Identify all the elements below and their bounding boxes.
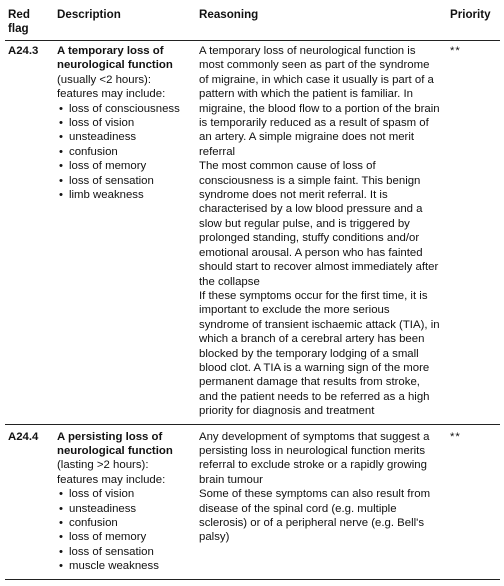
reasoning-paragraph: Some of these symptoms can also result from disease of the spinal cord (e.g. multiple sclerosis) or of a peripheral nerve (e.g. Bell's palsy) [199, 488, 431, 544]
list-item: • confusion [57, 516, 191, 530]
description-title: A persisting loss of neurological function [57, 430, 173, 457]
list-item: • loss of vision [57, 116, 191, 130]
row-flag-code: A24.4 [8, 430, 39, 443]
reasoning-paragraph: The most common cause of loss of consciousness is a simple faint. This benign syndrome does not merit referral. It is characterised by a low blood pressure and a slow but regular pulse, and is triggered by prolonged standing, stuffy conditions and/or emotional arousal. A person who has fainted should start to recover almost immediately after the collapse [199, 160, 439, 288]
row-description [53, 424, 195, 577]
description-subtitle: (usually <2 hours): features may include: [57, 73, 166, 101]
reasoning-paragraph: Any development of symptoms that suggest a persisting loss in neurological function merits referral to exclude stroke or a rapidly growing brain tumour [199, 430, 430, 486]
row-flag-code: A24.3 [5, 41, 53, 425]
header-description: Description [53, 3, 195, 41]
feature-list [57, 102, 191, 203]
description-subtitle: (lasting >2 hours): features may include: [57, 459, 166, 486]
list-item: • loss of memory [57, 530, 191, 544]
reasoning-paragraph: If these symptoms occur for the first time, it is important to exclude the more serious syndrome of transient ischaemic attack (TIA), in which a branch of a cerebral artery has been blocked by the temporary lodging of a small blood clot. A TIA is a warning sign of the more permanent damage that results from stroke, and the patient needs to be referred as a high priority for diagnosis and treatment [199, 289, 440, 418]
list-item: • loss of sensation [57, 545, 191, 559]
row-description [53, 41, 195, 425]
list-item: • muscle weakness [57, 559, 191, 573]
list-item: • loss of vision [57, 487, 191, 501]
feature-list [57, 487, 191, 573]
list-item: • confusion [57, 145, 191, 159]
table-header-row [5, 3, 500, 41]
row-reasoning [195, 41, 446, 425]
row-reasoning [195, 424, 446, 577]
header-priority: Priority [446, 3, 500, 41]
reasoning-paragraph: A temporary loss of neurological function is most commonly seen as part of the syndrome of migraine, in which case it usually is part of a pattern with which the patient is familiar. In migraine, the blood flow to a portion of the brain is temporarily reduced as a result of spasm of an artery. A simple migraine does not merit referral [199, 45, 440, 158]
list-item: • loss of sensation [57, 174, 191, 188]
table-bottom-rule [5, 579, 500, 580]
list-item: • loss of memory [57, 159, 191, 173]
table-row [5, 41, 500, 425]
header-reasoning: Reasoning [195, 3, 446, 41]
list-item: • loss of consciousness [57, 102, 191, 116]
row-priority: ** [450, 430, 461, 443]
list-item: • limb weakness [57, 188, 191, 202]
header-red-flag: Red flag [5, 3, 53, 41]
red-flag-table [5, 3, 500, 577]
list-item: • unsteadiness [57, 130, 191, 144]
row-priority: ** [446, 41, 500, 425]
description-title: A temporary loss of neurological function [57, 45, 173, 72]
table-row [5, 424, 500, 577]
list-item: • unsteadiness [57, 502, 191, 516]
